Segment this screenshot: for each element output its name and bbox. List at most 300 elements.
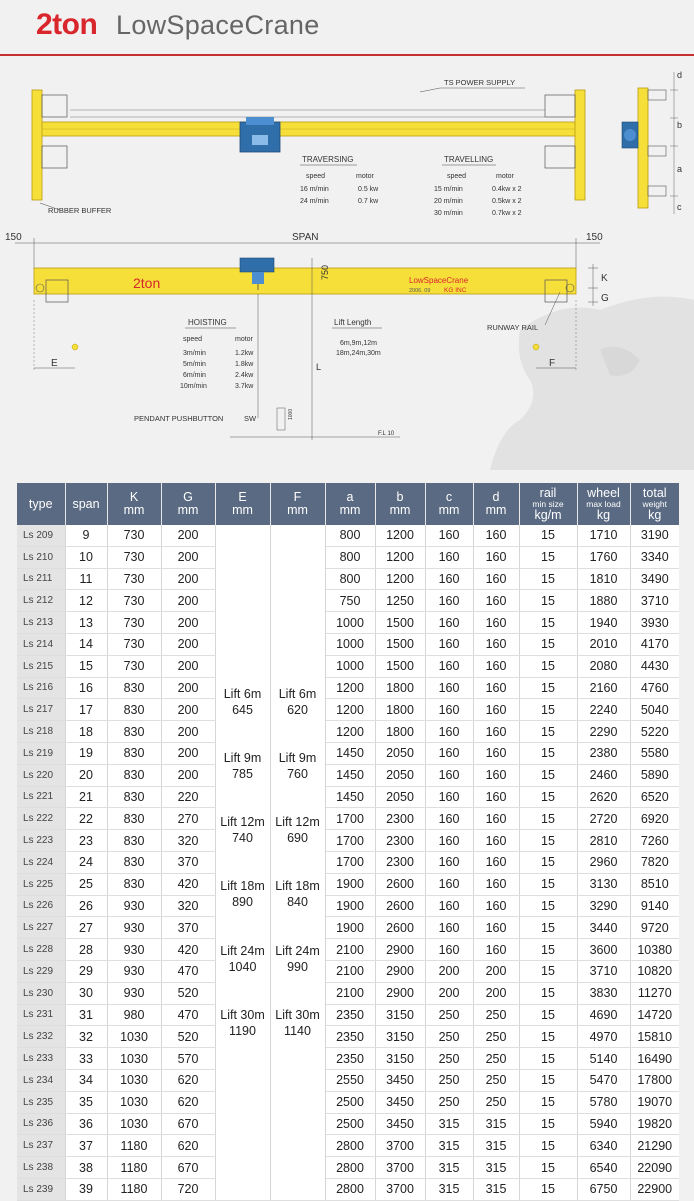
table-cell: 3700 [375, 1178, 425, 1200]
table-cell: 19 [65, 742, 107, 764]
table-cell: 3190 [630, 525, 679, 546]
table-cell: 200 [161, 525, 215, 546]
lift-length-spec [316, 318, 382, 372]
table-cell: 33 [65, 1048, 107, 1070]
table-cell: 160 [473, 873, 519, 895]
table-cell: 315 [473, 1157, 519, 1179]
table-row [17, 917, 679, 939]
table-cell: 200 [161, 742, 215, 764]
table-cell: 250 [425, 1091, 473, 1113]
table-cell: 23 [65, 830, 107, 852]
spec-table [17, 483, 679, 1201]
table-cell: 315 [425, 1157, 473, 1179]
table-cell: 1250 [375, 590, 425, 612]
table-row [17, 851, 679, 873]
table-cell: 730 [107, 568, 161, 590]
travelling-motor-header: motor [496, 173, 514, 180]
table-cell: 2800 [325, 1157, 375, 1179]
lift-group [216, 798, 270, 862]
dim-1000-label: 1000 [288, 408, 294, 420]
table-cell: 2050 [375, 786, 425, 808]
table-cell: 1940 [577, 612, 630, 634]
table-cell: 2080 [577, 655, 630, 677]
table-row [17, 721, 679, 743]
table-cell: 6340 [577, 1135, 630, 1157]
side-dim-label: b [677, 120, 683, 130]
travelling-title: TRAVELLING [444, 155, 494, 164]
table-cell: 3710 [577, 960, 630, 982]
table-cell: 160 [473, 764, 519, 786]
table-row [17, 546, 679, 568]
traversing-speed-value: 16 m/min [300, 186, 329, 193]
table-cell: 1450 [325, 764, 375, 786]
beam-brand-company: KG INC [444, 287, 467, 294]
lift-value: 740 [232, 831, 253, 846]
column-header: d mm [473, 483, 519, 525]
table-cell: 160 [473, 721, 519, 743]
table-row [17, 764, 679, 786]
table-cell: 2050 [375, 742, 425, 764]
table-cell: Ls 227 [17, 917, 65, 939]
table-cell: 160 [473, 830, 519, 852]
table-cell: 14 [65, 633, 107, 655]
table-cell: 5470 [577, 1069, 630, 1091]
table-cell: 13 [65, 612, 107, 634]
table-cell: 2600 [375, 917, 425, 939]
table-cell: 2240 [577, 699, 630, 721]
table-cell: 1000 [325, 612, 375, 634]
table-cell: 830 [107, 742, 161, 764]
table-cell: 17 [65, 699, 107, 721]
table-cell: 1200 [375, 568, 425, 590]
table-cell: 4970 [577, 1026, 630, 1048]
span-label: SPAN [292, 232, 319, 243]
table-cell: 160 [425, 633, 473, 655]
table-cell: 27 [65, 917, 107, 939]
table-cell: 315 [473, 1113, 519, 1135]
table-cell: 160 [473, 851, 519, 873]
table-cell: 1800 [375, 699, 425, 721]
lift-length: Lift 24m [220, 943, 265, 958]
lift-group [216, 927, 270, 991]
travelling-motor-value: 0.7kw x 2 [492, 210, 522, 217]
table-cell: 980 [107, 1004, 161, 1026]
table-cell: 670 [161, 1113, 215, 1135]
table-cell: 3150 [375, 1004, 425, 1026]
ts-power-supply-label: TS POWER SUPPLY [444, 78, 516, 87]
lift-value: 645 [232, 702, 253, 717]
table-cell: 2600 [375, 895, 425, 917]
table-cell: 370 [161, 917, 215, 939]
table-cell: 160 [473, 612, 519, 634]
table-cell: 830 [107, 830, 161, 852]
table-cell: 160 [425, 677, 473, 699]
lift-value: 785 [232, 767, 253, 782]
table-cell: 160 [473, 546, 519, 568]
lift-value: 760 [287, 767, 308, 782]
lift-length: Lift 12m [275, 815, 320, 830]
table-cell: 15 [519, 699, 577, 721]
table-cell: 160 [473, 939, 519, 961]
table-cell: Ls 221 [17, 786, 65, 808]
side-dim-label: c [677, 202, 682, 212]
table-cell: 3130 [577, 873, 630, 895]
table-cell: 830 [107, 873, 161, 895]
lift-group [216, 734, 270, 798]
hoisting-speed-value: 3m/min [183, 350, 206, 357]
table-cell: 200 [425, 982, 473, 1004]
table-cell: 1900 [325, 895, 375, 917]
table-cell: 830 [107, 677, 161, 699]
hoisting-motor-value: 2.4kw [235, 372, 254, 379]
table-cell: 730 [107, 633, 161, 655]
table-cell: 5580 [630, 742, 679, 764]
beam-brand-date: 2006. 09 [409, 288, 431, 294]
table-cell: Ls 216 [17, 677, 65, 699]
table-cell: Ls 234 [17, 1069, 65, 1091]
table-cell: 370 [161, 851, 215, 873]
table-header-row [17, 483, 679, 525]
table-cell: 160 [473, 568, 519, 590]
g-dim-label: G [601, 293, 609, 304]
table-cell: 3700 [375, 1135, 425, 1157]
travelling-speed-value: 30 m/min [434, 210, 463, 217]
table-cell: 22 [65, 808, 107, 830]
table-cell: 15 [519, 851, 577, 873]
side-dim-label: d [677, 70, 683, 80]
table-cell: 2100 [325, 982, 375, 1004]
table-cell: 2620 [577, 786, 630, 808]
table-cell: 930 [107, 939, 161, 961]
table-row [17, 568, 679, 590]
table-cell: 1800 [375, 721, 425, 743]
table-cell: 35 [65, 1091, 107, 1113]
table-cell: 32 [65, 1026, 107, 1048]
table-cell: 200 [473, 960, 519, 982]
table-row [17, 699, 679, 721]
table-cell: 830 [107, 721, 161, 743]
table-cell: 12 [65, 590, 107, 612]
table-cell: 750 [325, 590, 375, 612]
table-cell: 3340 [630, 546, 679, 568]
lift-length-values: 6m,9m,12m [340, 340, 377, 347]
table-cell: 2300 [375, 808, 425, 830]
table-cell: 7260 [630, 830, 679, 852]
table-row [17, 808, 679, 830]
table-cell: 200 [161, 764, 215, 786]
table-cell: 1180 [107, 1157, 161, 1179]
table-cell: 830 [107, 808, 161, 830]
dim-750-label: 750 [320, 264, 330, 280]
table-row [17, 1048, 679, 1070]
table-row [17, 677, 679, 699]
table-cell: 26 [65, 895, 107, 917]
table-cell: 15 [519, 590, 577, 612]
table-cell: 200 [161, 568, 215, 590]
column-header: total weight kg [630, 483, 679, 525]
table-cell: 1030 [107, 1048, 161, 1070]
header-rule [0, 54, 694, 56]
table-cell: 2300 [375, 851, 425, 873]
table-cell: 730 [107, 612, 161, 634]
table-cell: 2380 [577, 742, 630, 764]
table-cell: 730 [107, 546, 161, 568]
table-cell: 5940 [577, 1113, 630, 1135]
table-cell: 15 [519, 525, 577, 546]
table-cell: 30 [65, 982, 107, 1004]
table-cell: 5890 [630, 764, 679, 786]
table-cell: 3150 [375, 1026, 425, 1048]
e-dim-label: E [51, 358, 58, 369]
table-cell: 200 [425, 960, 473, 982]
table-row [17, 525, 679, 546]
table-cell: 250 [473, 1004, 519, 1026]
table-cell: 1200 [325, 721, 375, 743]
table-cell: 18 [65, 721, 107, 743]
table-cell: 200 [161, 546, 215, 568]
table-row [17, 1069, 679, 1091]
lift-value: 890 [232, 895, 253, 910]
table-cell: 15 [519, 1026, 577, 1048]
table-cell: Ls 217 [17, 699, 65, 721]
traversing-motor-header: motor [356, 173, 374, 180]
l-dim-label: L [316, 362, 322, 372]
column-header: span [65, 483, 107, 525]
table-cell: 1710 [577, 525, 630, 546]
table-cell: 1500 [375, 612, 425, 634]
column-header: K mm [107, 483, 161, 525]
table-cell: 5780 [577, 1091, 630, 1113]
span-offset-left: 150 [5, 232, 22, 243]
table-cell: 1760 [577, 546, 630, 568]
table-cell: Ls 213 [17, 612, 65, 634]
column-header: rail min size kg/m [519, 483, 577, 525]
table-cell: 1030 [107, 1069, 161, 1091]
table-cell: 15 [519, 1091, 577, 1113]
table-row [17, 1178, 679, 1200]
table-cell: 4430 [630, 655, 679, 677]
table-cell: 15 [519, 677, 577, 699]
hoisting-speed-value: 6m/min [183, 372, 206, 379]
table-cell: 620 [161, 1091, 215, 1113]
column-header: c mm [425, 483, 473, 525]
table-cell: 2300 [375, 830, 425, 852]
table-cell: 1800 [375, 677, 425, 699]
table-cell: 5140 [577, 1048, 630, 1070]
table-cell: Ls 226 [17, 895, 65, 917]
table-row [17, 633, 679, 655]
table-cell: 21290 [630, 1135, 679, 1157]
table-cell: 2100 [325, 960, 375, 982]
column-header: F mm [270, 483, 325, 525]
table-cell: 1000 [325, 633, 375, 655]
table-cell: 15 [519, 982, 577, 1004]
table-row [17, 742, 679, 764]
table-cell: Ls 222 [17, 808, 65, 830]
lift-group [271, 862, 325, 926]
column-header: E mm [215, 483, 270, 525]
table-cell: 15 [519, 546, 577, 568]
table-cell: 315 [473, 1178, 519, 1200]
table-cell: 720 [161, 1178, 215, 1200]
table-cell: 3450 [375, 1113, 425, 1135]
table-cell: 10 [65, 546, 107, 568]
table-cell: 10380 [630, 939, 679, 961]
travelling-motor-value: 0.4kw x 2 [492, 186, 522, 193]
k-dim-label: K [601, 273, 608, 284]
table-cell: 15 [519, 1178, 577, 1200]
table-cell: 160 [473, 917, 519, 939]
table-cell: 1200 [375, 525, 425, 546]
table-cell: 2100 [325, 939, 375, 961]
lift-length: Lift 6m [278, 686, 317, 701]
table-cell: 2350 [325, 1048, 375, 1070]
table-cell: 160 [473, 525, 519, 546]
table-cell: 15810 [630, 1026, 679, 1048]
table-cell: 15 [519, 655, 577, 677]
table-cell: 160 [425, 808, 473, 830]
table-cell: 2720 [577, 808, 630, 830]
table-cell: 37 [65, 1135, 107, 1157]
table-cell: 20 [65, 764, 107, 786]
table-cell: 1000 [325, 655, 375, 677]
lift-value: 990 [287, 959, 308, 974]
table-cell: Ls 232 [17, 1026, 65, 1048]
table-cell: 1200 [375, 546, 425, 568]
table-cell: 1030 [107, 1113, 161, 1135]
table-cell: 29 [65, 960, 107, 982]
table-cell: 16490 [630, 1048, 679, 1070]
table-cell: 19820 [630, 1113, 679, 1135]
table-cell: 11270 [630, 982, 679, 1004]
table-cell: 3830 [577, 982, 630, 1004]
table-cell: 315 [425, 1178, 473, 1200]
table-cell: 2010 [577, 633, 630, 655]
table-cell: Ls 220 [17, 764, 65, 786]
table-cell: 1700 [325, 808, 375, 830]
table-cell: 38 [65, 1157, 107, 1179]
table-cell: 730 [107, 525, 161, 546]
table-cell: 1810 [577, 568, 630, 590]
table-cell: Ls 215 [17, 655, 65, 677]
table-cell: Ls 238 [17, 1157, 65, 1179]
traversing-spec [300, 155, 379, 205]
table-cell: 1450 [325, 786, 375, 808]
table-cell: 2900 [375, 939, 425, 961]
column-header: type [17, 483, 65, 525]
travelling-motor-value: 0.5kw x 2 [492, 198, 522, 205]
lift-group [271, 991, 325, 1055]
table-cell: 160 [425, 939, 473, 961]
table-cell: 160 [425, 525, 473, 546]
table-cell: 3450 [375, 1091, 425, 1113]
table-cell: 200 [161, 590, 215, 612]
table-cell: 9 [65, 525, 107, 546]
lift-length: Lift 9m [278, 751, 317, 766]
lift-group [271, 670, 325, 734]
traversing-title: TRAVERSING [302, 155, 354, 164]
table-cell: 17800 [630, 1069, 679, 1091]
table-cell: 315 [425, 1135, 473, 1157]
table-cell: 34 [65, 1069, 107, 1091]
column-header: G mm [161, 483, 215, 525]
table-row [17, 1091, 679, 1113]
table-cell: 2800 [325, 1135, 375, 1157]
table-cell: 800 [325, 568, 375, 590]
table-cell: 220 [161, 786, 215, 808]
table-cell: 250 [473, 1069, 519, 1091]
traversing-speed-header: speed [306, 173, 326, 180]
lift-value: 1040 [228, 959, 257, 974]
lift-value: 1140 [284, 1023, 311, 1038]
table-cell: 2900 [375, 982, 425, 1004]
table-cell: 320 [161, 830, 215, 852]
table-cell: 200 [161, 721, 215, 743]
table-cell: 160 [425, 764, 473, 786]
travelling-spec [434, 155, 522, 217]
table-cell: 1200 [325, 699, 375, 721]
ef-markers [34, 300, 576, 372]
table-cell: 16 [65, 677, 107, 699]
table-cell: 1450 [325, 742, 375, 764]
table-cell: 15 [519, 1113, 577, 1135]
table-cell: 5220 [630, 721, 679, 743]
travelling-speed-header: speed [447, 173, 467, 180]
table-cell: 2460 [577, 764, 630, 786]
travelling-speed-value: 20 m/min [434, 198, 463, 205]
lift-group [216, 862, 270, 926]
e-column-cell [215, 525, 270, 1200]
column-header: a mm [325, 483, 375, 525]
hoisting-speed-value: 5m/min [183, 361, 206, 368]
table-cell: 420 [161, 939, 215, 961]
front-view [34, 258, 598, 306]
table-cell: 21 [65, 786, 107, 808]
lift-value: 620 [287, 702, 308, 717]
table-cell: 160 [425, 699, 473, 721]
table-cell: Ls 235 [17, 1091, 65, 1113]
table-cell: 250 [473, 1091, 519, 1113]
table-cell: 15 [519, 721, 577, 743]
table-cell: 200 [161, 633, 215, 655]
table-cell: 200 [161, 612, 215, 634]
table-cell: 4170 [630, 633, 679, 655]
table-cell: 160 [425, 546, 473, 568]
table-cell: 200 [161, 655, 215, 677]
hoisting-speed-value: 10m/min [180, 383, 207, 390]
table-cell: 15 [519, 1135, 577, 1157]
hoisting-motor-value: 1.2kw [235, 350, 254, 357]
table-cell: 270 [161, 808, 215, 830]
table-cell: 15 [519, 612, 577, 634]
table-cell: 315 [425, 1113, 473, 1135]
beam-capacity-label: 2ton [133, 275, 161, 291]
table-cell: Ls 239 [17, 1178, 65, 1200]
table-cell: 160 [473, 786, 519, 808]
lift-length: Lift 18m [220, 879, 265, 894]
table-cell: 160 [425, 568, 473, 590]
table-cell: 800 [325, 546, 375, 568]
table-cell: 160 [473, 895, 519, 917]
table-cell: 5040 [630, 699, 679, 721]
table-cell: 670 [161, 1157, 215, 1179]
table-cell: 3490 [630, 568, 679, 590]
table-cell: 470 [161, 1004, 215, 1026]
table-cell: 15 [519, 633, 577, 655]
table-cell: 2350 [325, 1026, 375, 1048]
table-cell: 3710 [630, 590, 679, 612]
travelling-speed-value: 15 m/min [434, 186, 463, 193]
